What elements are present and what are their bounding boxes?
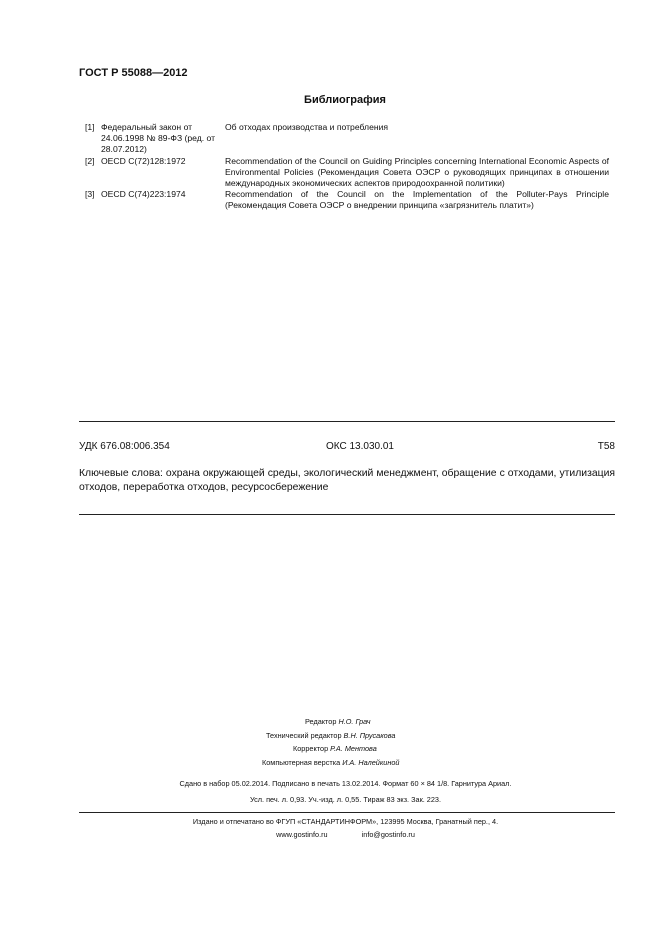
entry-source: OECD C(72)128:1972 [101, 155, 186, 166]
contacts-line [0, 830, 661, 839]
editor-label: Редактор [305, 717, 337, 726]
entry-description: Recommendation of the Council on the Implementation of the Polluter-Pays Principle (Рекомендация Совета ОЭСР о внедрении принципа «загрязнитель платит») [225, 189, 609, 211]
corrector-name: Р.А. Ментова [330, 744, 377, 753]
bibliography-entry [85, 189, 615, 211]
imprint-line-1: Сдано в набор 05.02.2014. Подписано в печать 13.02.2014. Формат 60 × 84 1/8. Гарнитура Ариал. [179, 779, 512, 788]
group-code: Т58 [597, 441, 615, 452]
bibliography-entry [85, 122, 615, 156]
publisher-line: Издано и отпечатано во ФГУП «СТАНДАРТИНФОРМ», 123995 Москва, Гранатный пер., 4. [192, 817, 499, 826]
entry-number: [2] [85, 155, 95, 166]
standard-number: ГОСТ Р 55088—2012 [79, 67, 188, 79]
tech-editor-line [266, 729, 395, 743]
bibliography-title: Библиография [304, 94, 386, 106]
bottom-divider [79, 514, 615, 515]
entry-source: OECD C(74)223:1974 [101, 189, 186, 200]
entry-description: Recommendation of the Council on Guiding Principles concerning International Economic Aspects of Environmental Policies (Рекомендация Совета ОЭСР о руководящих принципах в отношении международных экономических аспектов природоохранной политики) [225, 155, 609, 189]
editor-line [305, 715, 371, 729]
corrector-line [293, 742, 377, 756]
tech-editor-name: В.Н. Прусакова [343, 730, 396, 740]
imprint-divider [79, 812, 615, 813]
website-link[interactable]: www.gostinfo.ru [276, 830, 328, 839]
imprint-line-2: Усл. печ. л. 0,93. Уч.-изд. л. 0,55. Тираж 83 экз. Зак. 223. [249, 795, 442, 804]
email-link[interactable]: info@gostinfo.ru [361, 830, 415, 839]
udc-code: УДК 676.08:006.354 [79, 441, 170, 452]
layout-label: Компьютерная верстка [262, 757, 341, 767]
entry-number: [3] [85, 189, 95, 200]
keywords: Ключевые слова: охрана окружающей среды, экологический менеджмент, обращение с отходами, утилизация отходов, переработка отходов, ресурсосбережение [79, 468, 615, 493]
entry-description: Об отходах производства и потребления [225, 122, 389, 132]
tech-editor-label: Технический редактор [266, 730, 342, 740]
top-divider [79, 421, 615, 422]
editor-name: Н.О. Грач [338, 717, 371, 726]
bibliography-list [85, 122, 615, 212]
bibliography-entry [85, 156, 615, 190]
layout-name: И.А. Налейкиной [342, 757, 400, 767]
oks-code: ОКС 13.030.01 [326, 441, 394, 452]
corrector-label: Корректор [293, 744, 329, 753]
entry-source: Федеральный закон от 24.06.1998 № 89-ФЗ (ред. от 28.07.2012) [101, 122, 216, 155]
entry-number: [1] [85, 122, 95, 132]
layout-line [262, 756, 399, 770]
